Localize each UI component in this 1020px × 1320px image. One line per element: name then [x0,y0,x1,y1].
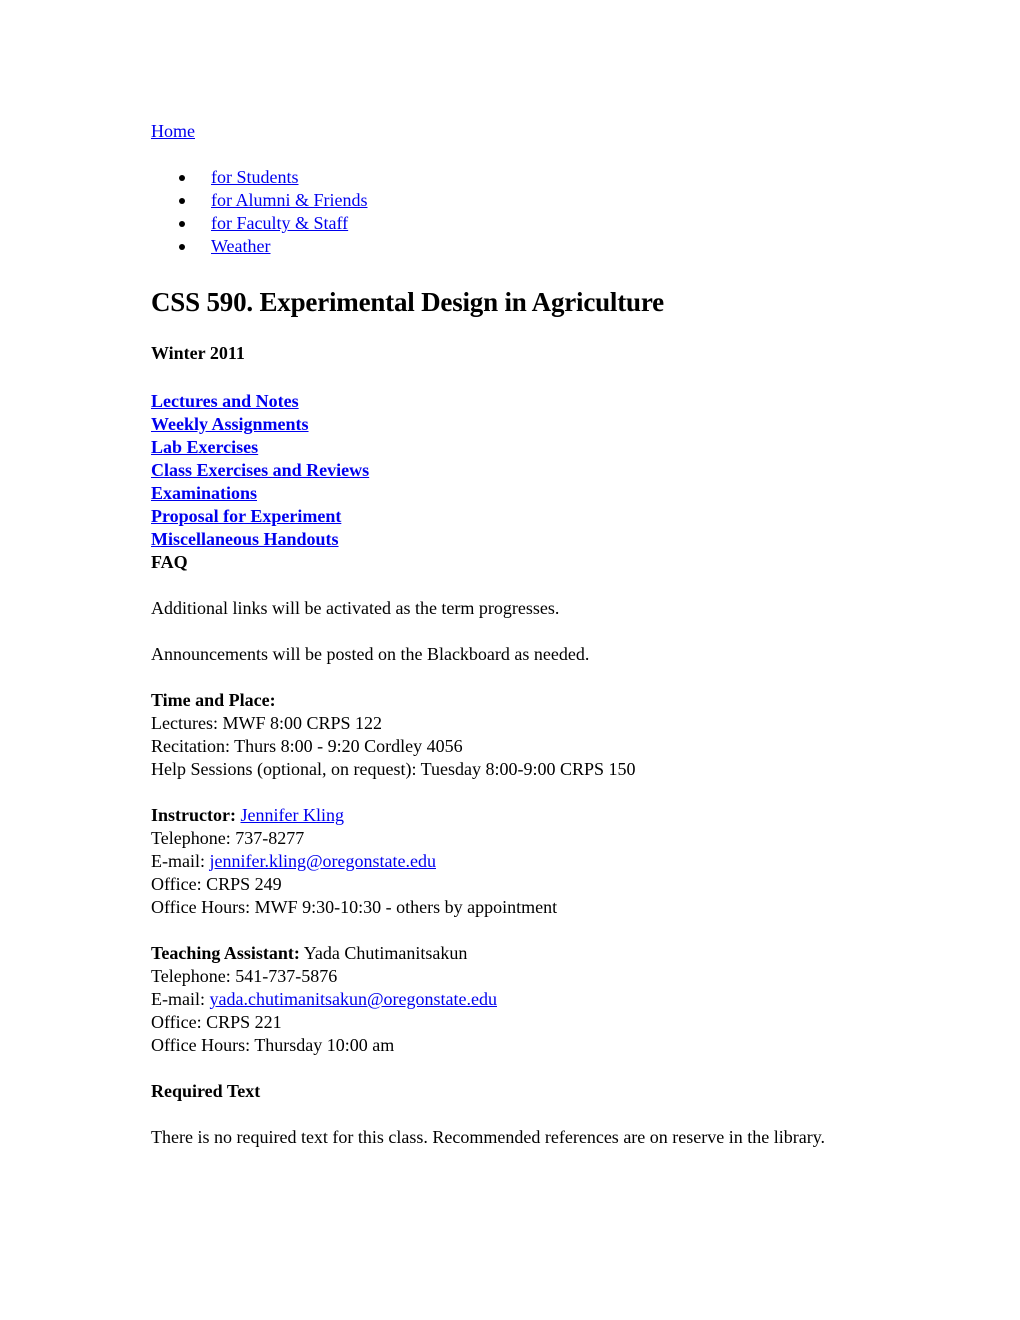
ta-line [151,942,871,965]
nav-item-weather [151,235,871,258]
ta-email-link[interactable]: yada.chutimanitsakun@oregonstate.edu [209,989,497,1009]
misc-handouts-link[interactable]: Miscellaneous Handouts [151,529,339,549]
nav-item-alumni [151,189,871,212]
page-content [151,120,871,1149]
bullet-icon [179,175,185,181]
instructor-email-line [151,850,871,873]
proposal-link[interactable]: Proposal for Experiment [151,506,342,526]
instructor-office: Office: CRPS 249 [151,874,282,894]
bullet-icon [179,198,185,204]
page-title: CSS 590. Experimental Design in Agriculture [151,287,664,317]
class-exercises-link[interactable]: Class Exercises and Reviews [151,460,370,480]
required-text-body: There is no required text for this class. Recommended references are on reserve in the library. [151,1127,826,1147]
weather-link[interactable]: Weather [211,236,271,256]
for-alumni-link[interactable]: for Alumni & Friends [211,190,368,210]
ta-office-hours: Office Hours: Thursday 10:00 am [151,1035,395,1055]
ta-section [151,942,871,1057]
nav-item-students [151,166,871,189]
ta-name: Yada Chutimanitsakun [303,943,468,963]
for-faculty-link[interactable]: for Faculty & Staff [211,213,349,233]
faq-label: FAQ [151,552,188,572]
lectures-notes-link[interactable]: Lectures and Notes [151,391,299,411]
ta-office: Office: CRPS 221 [151,1012,282,1032]
lab-exercises-link[interactable]: Lab Exercises [151,437,259,457]
help-sessions-time: Help Sessions (optional, on request): Tuesday 8:00-9:00 CRPS 150 [151,759,636,779]
instructor-telephone: Telephone: 737-8277 [151,828,305,848]
bullet-icon [179,221,185,227]
ta-label: Teaching Assistant: [151,943,300,963]
term-heading: Winter 2011 [151,343,245,363]
for-students-link[interactable]: for Students [211,167,299,187]
lectures-time: Lectures: MWF 8:00 CRPS 122 [151,713,383,733]
instructor-section [151,804,871,919]
time-place-section [151,689,871,781]
course-section-links [151,390,871,574]
instructor-label: Instructor: [151,805,236,825]
instructor-line [151,804,871,827]
ta-email-line [151,988,871,1011]
instructor-email-label: E-mail: [151,851,205,871]
required-text-heading: Required Text [151,1081,261,1101]
instructor-email-link[interactable]: jennifer.kling@oregonstate.edu [209,851,436,871]
audience-nav [151,166,871,258]
ta-email-label: E-mail: [151,989,205,1009]
recitation-time: Recitation: Thurs 8:00 - 9:20 Cordley 4056 [151,736,463,756]
instructor-name-link[interactable]: Jennifer Kling [240,805,344,825]
ta-telephone: Telephone: 541-737-5876 [151,966,338,986]
home-link[interactable]: Home [151,121,195,141]
time-place-heading: Time and Place: [151,690,276,710]
additional-links-note: Additional links will be activated as the term progresses. [151,598,560,618]
examinations-link[interactable]: Examinations [151,483,258,503]
instructor-office-hours: Office Hours: MWF 9:30-10:30 - others by appointment [151,897,558,917]
announcements-note: Announcements will be posted on the Blackboard as needed. [151,644,590,664]
nav-item-faculty [151,212,871,235]
weekly-assignments-link[interactable]: Weekly Assignments [151,414,309,434]
bullet-icon [179,244,185,250]
